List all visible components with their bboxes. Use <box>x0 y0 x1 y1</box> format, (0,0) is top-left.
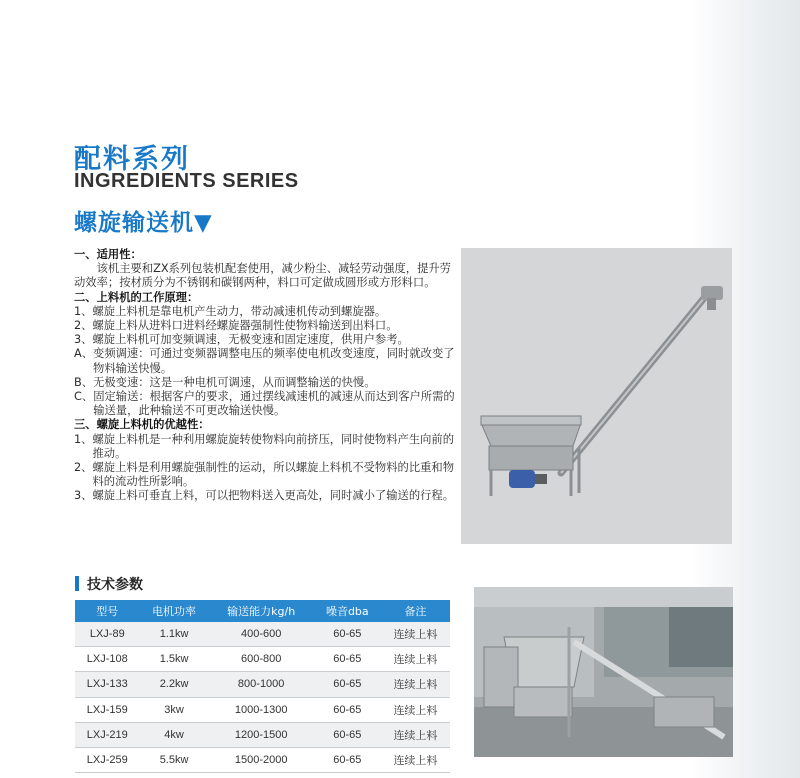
table-cell: 3kw <box>140 697 209 722</box>
list-item <box>74 376 458 390</box>
table-cell: LXJ-89 <box>75 622 140 647</box>
table-cell: 1500-2000 <box>209 747 314 772</box>
table-cell: LXJ-133 <box>75 672 140 697</box>
table-row <box>75 622 450 647</box>
table-cell: 60-65 <box>314 747 381 772</box>
params-heading <box>75 574 143 594</box>
section-heading: 一、适用性： <box>74 248 142 261</box>
table-cell: 连续上料 <box>381 622 450 647</box>
list-item <box>74 489 458 503</box>
list-item-number: 1、 <box>74 304 93 318</box>
table-header-cell: 噪音dba <box>314 600 381 622</box>
table-cell: 60-65 <box>314 697 381 722</box>
params-heading-text: 技术参数 <box>87 577 143 593</box>
table-cell: LXJ-159 <box>75 697 140 722</box>
product-title: 螺旋输送机▼ <box>74 210 213 236</box>
table-row <box>75 672 450 697</box>
list-item-number: C、 <box>74 390 94 404</box>
series-title: 配料系列 <box>74 144 190 175</box>
factory-photo <box>474 587 733 757</box>
table-cell: 60-65 <box>314 722 381 747</box>
list-item-number: 2、 <box>74 461 93 475</box>
product-photo <box>461 248 732 544</box>
table-cell: 5.5kw <box>140 747 209 772</box>
list-item <box>74 347 458 375</box>
list-item-text: 螺旋上料是利用螺旋强制性的运动，所以螺旋上料机不受物料的比重和物料的流动性所影响。 <box>92 461 455 489</box>
list-item-number: 2、 <box>74 319 93 333</box>
table-cell: 1.5kw <box>140 647 209 672</box>
list-item <box>74 433 458 461</box>
section-heading: 三、螺旋上料机的优越性： <box>74 418 210 432</box>
table-header-cell: 电机功率 <box>140 600 209 622</box>
heading-accent-bar <box>75 576 79 591</box>
table-cell: 600-800 <box>209 647 314 672</box>
description-block <box>74 248 458 504</box>
table-cell: 连续上料 <box>381 722 450 747</box>
table-header-row <box>75 600 450 622</box>
list-item-text: 螺旋上料机可加变频调速，无极变速和固定速度，供用户参考。 <box>92 333 409 347</box>
list-item <box>74 333 458 347</box>
section-paragraph: 该机主要和ZX系列包装机配套使用，减少粉尘、减轻劳动强度，提升劳动效率；按材质分为不锈钢和碳钢两种，料口可定做成圆形或方形料口。 <box>74 262 451 290</box>
list-item-text: 螺旋上料可垂直上料，可以把物料送入更高处，同时减小了输送的行程。 <box>92 489 455 503</box>
list-item-text: 螺旋上料从进料口进料经螺旋器强制性使物料输送到出料口。 <box>92 319 398 333</box>
list-item <box>74 461 458 489</box>
list-item <box>74 319 458 333</box>
table-row <box>75 697 450 722</box>
table-cell: 4kw <box>140 722 209 747</box>
table-row <box>75 647 450 672</box>
table-cell: 60-65 <box>314 672 381 697</box>
table-row <box>75 722 450 747</box>
table-cell: 1.1kw <box>140 622 209 647</box>
list-item <box>74 305 458 319</box>
list-item-text: 固定输送：根据客户的要求，通过摆线减速机的减速从而达到客户所需的输送量，此种输送不可更改输送快慢。 <box>93 390 455 418</box>
table-cell: 2.2kw <box>140 672 209 697</box>
section-heading: 二、上料机的工作原理： <box>74 290 199 304</box>
table-cell: 1200-1500 <box>209 722 314 747</box>
list-item-number: B、 <box>74 375 94 389</box>
spec-table <box>75 600 450 773</box>
table-cell: 连续上料 <box>381 747 450 772</box>
list-item-number: 1、 <box>74 432 93 446</box>
table-cell: 60-65 <box>314 647 381 672</box>
list-item-number: A、 <box>74 347 94 361</box>
table-cell: LXJ-259 <box>75 747 140 772</box>
list-item-text: 无极变速：这是一种电机可调速，从而调整输送的快慢。 <box>93 375 376 389</box>
table-cell: 1000-1300 <box>209 697 314 722</box>
table-cell: 400-600 <box>209 622 314 647</box>
table-cell: LXJ-219 <box>75 722 140 747</box>
table-row <box>75 747 450 772</box>
principle-list <box>74 305 458 419</box>
list-item-text: 变频调速：可通过变频器调整电压的频率使电机改变速度，同时就改变了物料输送快慢。 <box>93 347 455 375</box>
table-cell: 连续上料 <box>381 697 450 722</box>
advantage-list <box>74 433 458 504</box>
table-cell: 连续上料 <box>381 647 450 672</box>
table-header-cell: 型号 <box>75 600 140 622</box>
table-header-cell: 输送能力kg/h <box>209 600 314 622</box>
list-item-number: 3、 <box>74 489 93 503</box>
table-cell: LXJ-108 <box>75 647 140 672</box>
list-item-number: 3、 <box>74 333 93 347</box>
table-header-cell: 备注 <box>381 600 450 622</box>
list-item <box>74 390 458 418</box>
table-cell: 800-1000 <box>209 672 314 697</box>
table-cell: 60-65 <box>314 622 381 647</box>
list-item-text: 螺旋上料机是靠电机产生动力，带动减速机传动到螺旋器。 <box>92 304 387 318</box>
table-cell: 连续上料 <box>381 672 450 697</box>
list-item-text: 螺旋上料机是一种利用螺旋旋转使物料向前挤压，同时使物料产生向前的推动。 <box>92 432 455 460</box>
series-subtitle: INGREDIENTS SERIES <box>74 170 299 192</box>
